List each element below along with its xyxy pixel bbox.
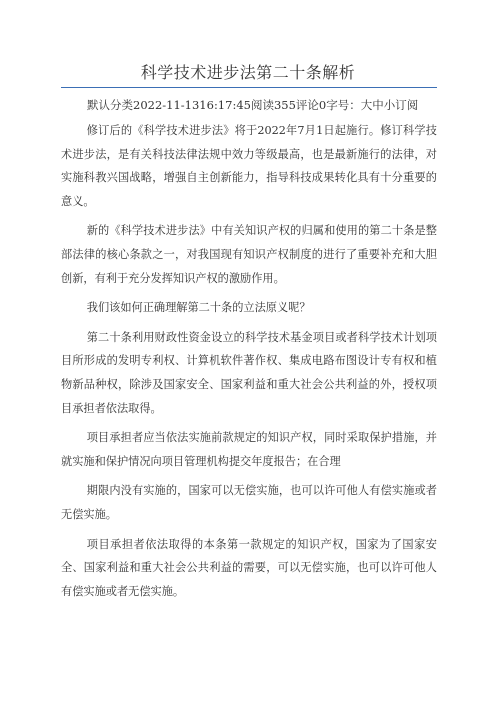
paragraph-7: 项目承担者依法取得的本条第一款规定的知识产权，国家为了国家安全、国家利益和重大社会公共利益的需要，可以无偿实施，也可以许可他人有偿实施或者无偿实施。 <box>61 537 437 598</box>
paragraph-5: 项目承担者应当依法实施前款规定的知识产权，同时采取保护措施，并就实施和保护情况向项目管理机构提交年度报告；在合理 <box>61 431 437 468</box>
title-divider <box>61 87 437 88</box>
document-title: 科学技术进步法第二十条解析 <box>140 63 356 82</box>
paragraph-6: 期限内没有实施的，国家可以无偿实施，也可以许可他人有偿实施或者无偿实施。 <box>61 484 437 521</box>
paragraph-2: 新的《科学技术进步法》中有关知识产权的归属和使用的第二十条是整部法律的核心条款之一，对我国现有知识产权制度的进行了重要补充和大胆创新，有利于充分发挥知识产权的激励作用。 <box>61 224 437 285</box>
paragraph-1: 修订后的《科学技术进步法》将于2022年7月1日起施行。修订科学技术进步法，是有关科技法律法规中效力等级最高，也是最新施行的法律，对实施科教兴国战略，增强自主创新能力，指导科技成果转化具有十分重要的意义。 <box>61 124 437 208</box>
document-meta: 默认分类2022-11-1316:17:45阅读355评论0字号：大中小订阅 <box>87 98 419 112</box>
paragraph-3: 我们该如何正确理解第二十条的立法原义呢？ <box>86 301 311 315</box>
document-body <box>61 119 437 609</box>
paragraph-4: 第二十条利用财政性资金设立的科学技术基金项目或者科学技术计划项目所形成的发明专利权、计算机软件著作权、集成电路布图设计专有权和植物新品种权，除涉及国家安全、国家利益和重大社会公共利益的外，授权项目承担者依法取得。 <box>61 330 437 415</box>
